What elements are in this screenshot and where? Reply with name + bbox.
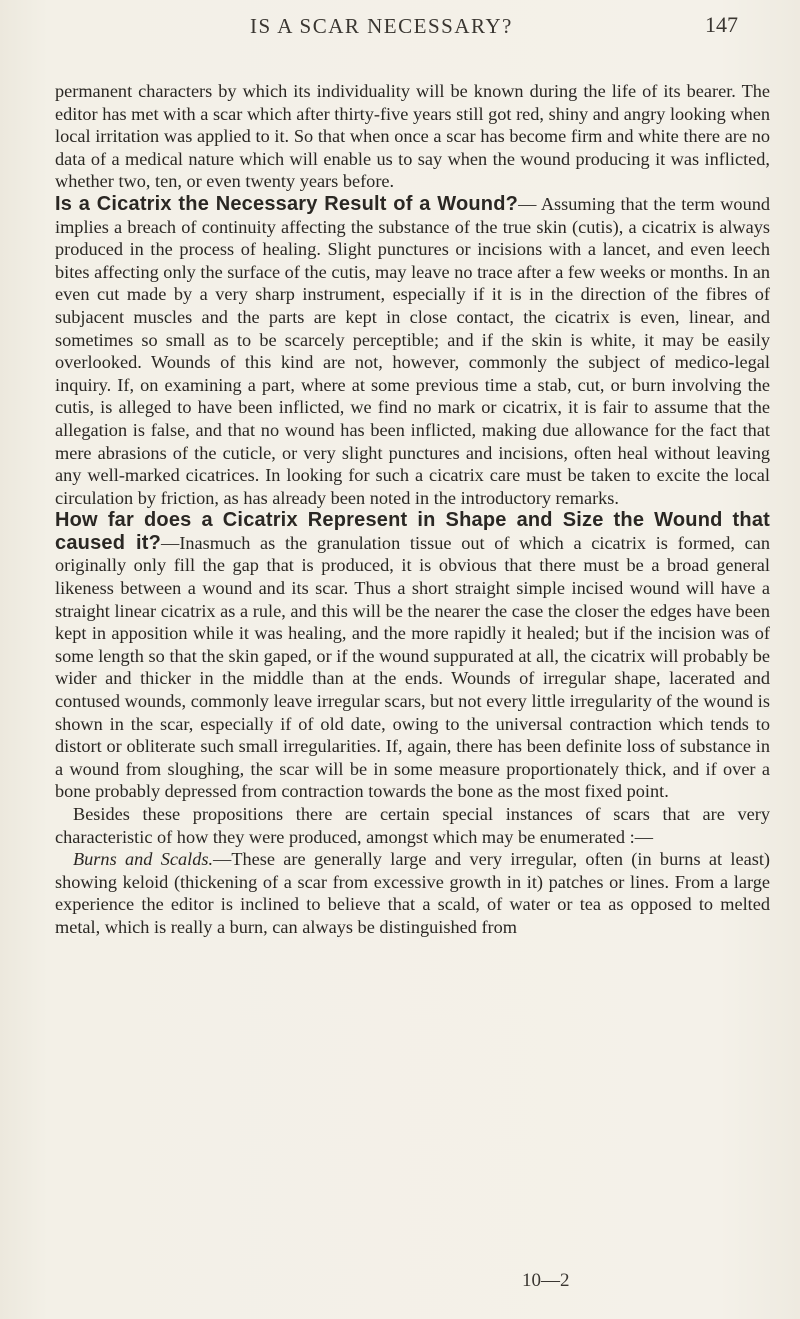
paragraph-text: —These are generally large and very irregular, often (in burns at least) showing keloid (thickening of a scar from excessive growth in it) patches or lines. From a large experience the editor is inclined to believe that a scald, of water or tea as opposed to melted metal, which is really a burn, can always be distinguished from (55, 849, 770, 937)
signature-mark: 10—2 (522, 1270, 570, 1291)
paragraph-text: permanent characters by which its individuality will be known during the life of its bearer. The editor has met with a scar which after thirty-five years still got red, shiny and angry looking when local irritation was applied to it. So that when once a scar has become firm and white there are no data of a medical nature which will enable us to say when the wound producing it was inflicted, whether two, ten, or even twenty years before. (55, 81, 770, 192)
running-title: IS A SCAR NECESSARY? (250, 14, 513, 38)
paragraph-shape-size (55, 509, 770, 803)
paragraph-text: Besides these propositions there are certain special instances of scars that are very characteristic of how they were produced, amongst which may be enumerated :— (55, 804, 770, 847)
section-heading: Is a Cicatrix the Necessary Result of a Wound? (55, 192, 519, 215)
running-head (0, 6, 800, 46)
paragraph-text: —Inasmuch as the granulation tissue out of which a cicatrix is formed, can originally only fill the gap that is produced, it is obvious that there must be a broad general likeness between a wound and its scar. Thus a short straight simple incised wound will have a straight linear cicatrix as a rule, and this will be the nearer the case the closer the edges have been kept in apposition while it was healing, and the more rapidly it healed; but if the incision was of some length so that the skin gaped, or if the wound suppurated at all, the cicatrix will probably be wider and thicker in the middle than at the ends. Wounds of irregular shape, lacerated and contused wounds, commonly leave irregular scars, but not every little irregularity of the wound is shown in the scar, especially if of old date, owing to the universal contraction which tends to distort or obliterate such small irregularities. If, again, there has been definite loss of substance in a wound from sloughing, the scar will be in some measure proportionately thick, and if over a bone probably depressed from contraction towards the bone as the most fixed point. (55, 532, 770, 802)
paragraph-text: — Assuming that the term wound implies a breach of continuity affecting the substance of the true skin (cutis), a cicatrix is always produced in the process of healing. Slight punctures or incisions with a lancet, and even leech bites affecting only the surface of the cutis, may leave no trace after a few weeks or months. In an even cut made by a very sharp instrument, especially if it is in the direction of the fibres of subjacent muscles and the parts are kept in close contact, the cicatrix is even, linear, and sometimes so small as to be scarcely perceptible; and if the skin is white, it may be easily overlooked. Wounds of this kind are not, however, commonly the subject of medico-legal inquiry. If, on examining a part, where at some previous time a stab, cut, or burn involving the cutis, is alleged to have been inflicted, we find no mark or cicatrix, it is fair to assume that the allegation is false, and that no wound has been inflicted, making due allowance for the fact that mere abrasions of the cuticle, or very slight punctures and incisions, often heal without leaving any well-marked cicatrices. In looking for such a cicatrix care must be taken to excite the local circulation by friction, as has already been noted in the introductory remarks. (55, 193, 770, 508)
section-heading: How far does a Cicatrix Represent in Shape and Size the Wound that caused it? (55, 509, 770, 554)
paragraph-special-instances (55, 803, 770, 848)
paragraph-burns-scalds (55, 848, 770, 938)
body-text (55, 80, 770, 939)
page-number: 147 (705, 12, 738, 37)
paragraph-continuation (55, 80, 770, 193)
paragraph-cicatrix-necessary (55, 193, 770, 509)
subsection-heading: Burns and Scalds. (73, 849, 214, 870)
